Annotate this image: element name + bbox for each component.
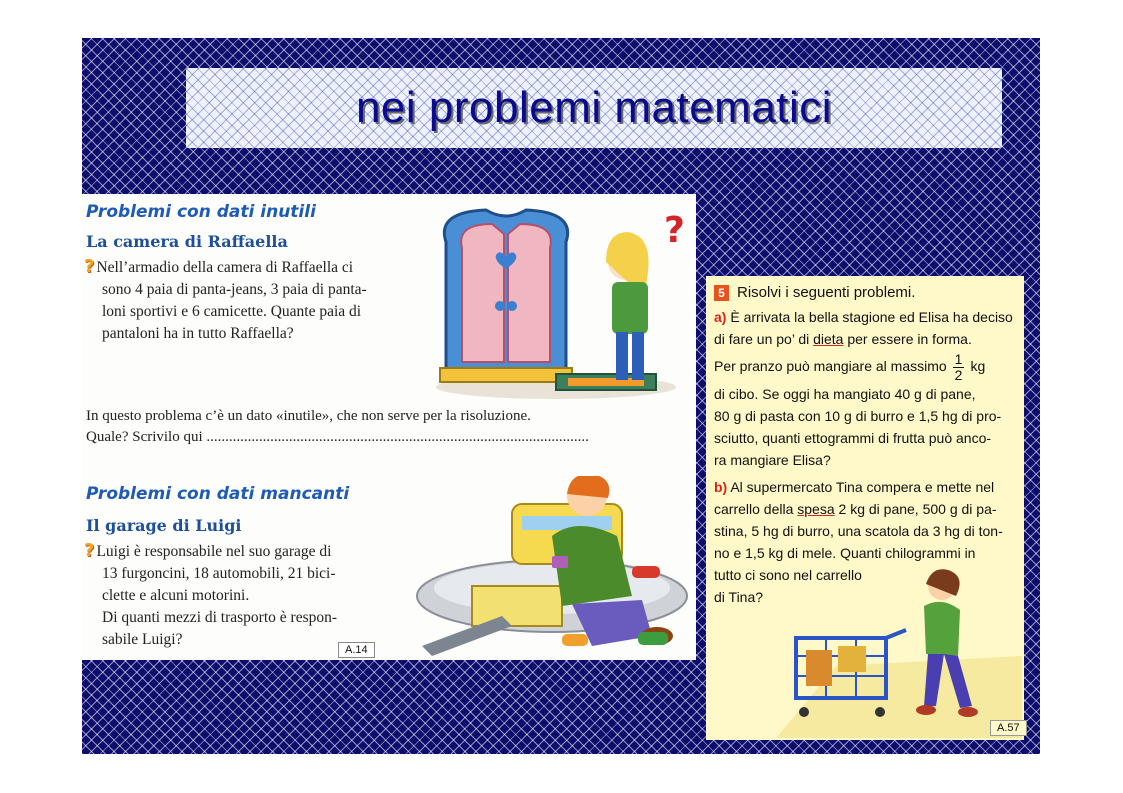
text-line: Per pranzo può mangiare al massimo <box>714 358 947 375</box>
text-line: carrello della <box>714 501 798 517</box>
question-mark-icon: ? <box>84 540 95 561</box>
text-line: 2 kg di pane, 500 g di pa- <box>834 501 997 517</box>
exercise-number-badge: 5 <box>714 285 729 301</box>
girl-shopping-cart-illustration <box>776 566 1022 738</box>
garage-boy-illustration <box>402 476 692 660</box>
text-line: sciutto, quanti ettogrammi di frutta può anco- <box>714 430 992 446</box>
page-reference: A.14 <box>338 642 375 658</box>
text-line: Luigi è responsabile nel suo garage di <box>96 543 332 560</box>
exercise-title: Risolvi i seguenti problemi. <box>737 284 916 301</box>
right-textbook-page <box>706 276 1024 740</box>
text-line: In questo problema c’è un dato «inutile», che non serve per la risoluzione. <box>86 408 531 424</box>
left-textbook-page <box>82 194 696 660</box>
text-line: 13 furgoncini, 18 automobili, 21 bici- <box>102 565 336 582</box>
underlined-word: dieta <box>813 331 844 347</box>
text-line: tutto ci sono nel carrello <box>714 567 862 583</box>
text-line: no e 1,5 kg di mele. Quanti chilogrammi in <box>714 545 976 561</box>
fraction-numerator: 1 <box>954 351 963 367</box>
text-line: 80 g di pasta con 10 g di burro e 1,5 hg di pro- <box>714 408 1002 424</box>
text-line: loni sportivi e 6 camicette. Quante paia di <box>102 303 362 320</box>
useless-data-question <box>86 406 690 448</box>
text-line: stina, 5 hg di burro, una scatola da 3 hg di ton- <box>714 523 1003 539</box>
text-line: Al supermercato Tina compera e mette nel <box>730 479 995 495</box>
text-line: sabile Luigi? <box>102 631 183 648</box>
answer-line: Quale? Scrivilo qui ...................................................................................................... <box>86 429 589 445</box>
problem-a <box>714 306 1022 471</box>
title-banner <box>186 68 1002 148</box>
text-line: ra mangiare Elisa? <box>714 452 831 468</box>
problem-label: b) <box>714 479 728 495</box>
page-reference: A.57 <box>990 720 1027 736</box>
problem-label: a) <box>714 309 727 325</box>
text-line: kg <box>970 358 986 375</box>
wardrobe-girl-illustration <box>426 202 696 402</box>
problem-text-raffaella <box>84 256 424 345</box>
text-line: È arrivata la bella stagione ed Elisa ha deciso <box>730 309 1013 325</box>
text-line: di cibo. Se oggi ha mangiato 40 g di pane, <box>714 386 976 402</box>
text-line: clette e alcuni motorini. <box>102 587 250 604</box>
question-mark-icon: ? <box>84 256 95 277</box>
text-line: di Tina? <box>714 589 764 605</box>
underlined-word: spesa <box>797 501 835 517</box>
problem-title-raffaella: La camera di Raffaella <box>86 232 288 251</box>
fraction-denominator: 2 <box>954 367 963 383</box>
text-line: pantaloni ha in tutto Raffaella? <box>102 325 294 342</box>
svg-text:?: ? <box>664 210 685 251</box>
text-line: Di quanti mezzi di trasporto è respon- <box>102 609 338 626</box>
problem-text-luigi <box>84 540 404 651</box>
text-line: sono 4 paia di panta-jeans, 3 paia di panta- <box>102 281 367 298</box>
exercise-heading <box>714 284 915 301</box>
section-heading-useless-data: Problemi con dati inutili <box>86 202 316 222</box>
text-line: Nell’armadio della camera di Raffaella ci <box>96 259 354 276</box>
problem-title-luigi: Il garage di Luigi <box>86 516 242 535</box>
slide-title: nei problemi matematici <box>355 83 833 132</box>
fraction <box>953 352 965 383</box>
text-line: per essere in forma. <box>843 331 972 347</box>
text-line: di fare un po’ di <box>714 331 814 347</box>
section-heading-missing-data: Problemi con dati mancanti <box>86 484 350 504</box>
